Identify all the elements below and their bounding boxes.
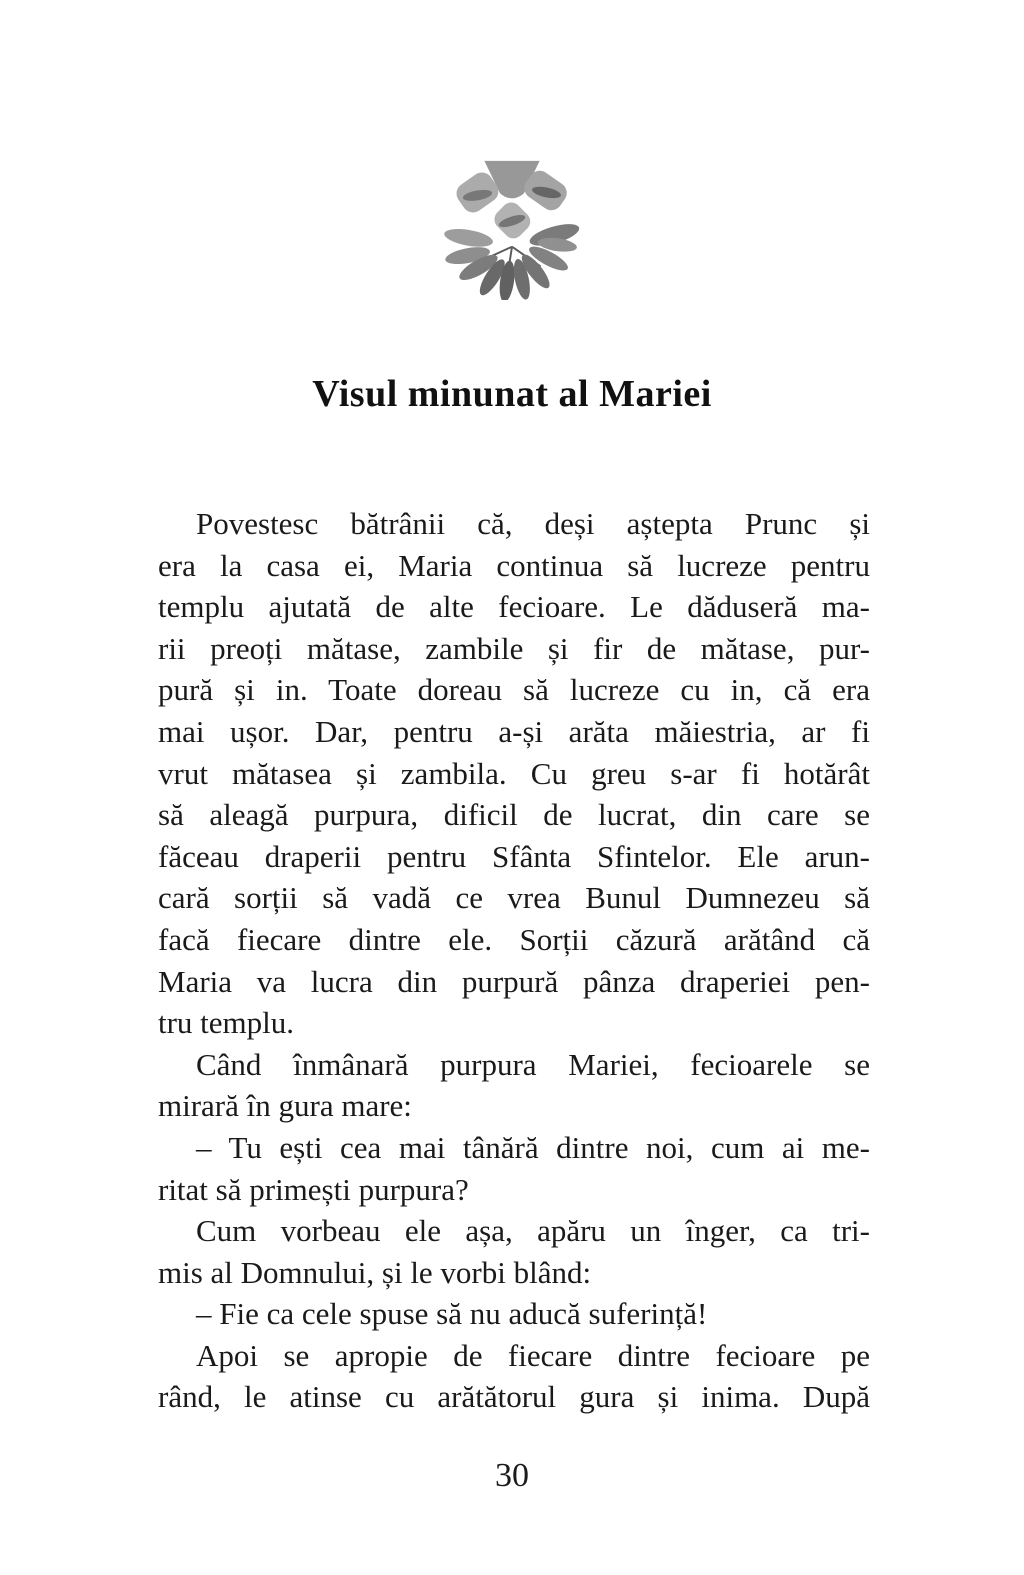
page-number: 30 [495,1457,529,1494]
text-line: mai ușor. Dar, pentru a-și arăta măiestria, ar fi [158,713,870,749]
text-line: ritat să primești purpura? [158,1171,469,1207]
text-line: Cum vorbeau ele așa, apăru un înger, ca tri- [196,1213,870,1249]
text-line: pură și in. Toate doreau să lucreze cu in, că era [158,672,870,708]
text-line: mirară în gura mare: [158,1088,412,1124]
floral-ornament [437,152,587,300]
text-line: să aleagă purpura, dificil de lucrat, din care se [158,797,870,833]
text-line: facă fiecare dintre ele. Sorții căzură arătând că [158,921,870,957]
text-line: tru templu. [158,1005,295,1041]
text-line: cară sorții să vadă ce vrea Bunul Dumnezeu să [158,880,870,916]
text-line: rând, le atinse cu arătătorul gura și inima. După [158,1379,870,1415]
text-line: – Tu ești cea mai tânără dintre noi, cum ai me- [196,1129,870,1165]
text-line: vrut mătasea și zambila. Cu greu s-ar fi hotărât [158,755,870,791]
text-line: – Fie ca cele spuse să nu aducă suferință! [196,1296,708,1332]
chapter-title: Visul minunat al Mariei [312,373,712,415]
body-text [158,503,870,1418]
text-line: templu ajutată de alte fecioare. Le dăduseră ma- [158,589,870,625]
text-line: era la casa ei, Maria continua să lucreze pentru [158,547,870,583]
leaf-ornament-icon [437,152,587,300]
text-line: făceau draperii pentru Sfânta Sfintelor. Ele arun- [158,838,870,874]
text-line: Povestesc bătrânii că, deși aștepta Prunc și [196,506,870,541]
text-line: Maria va lucra din purpură pânza draperiei pen- [158,963,870,999]
text-line: rii preoți mătase, zambile și fir de mătase, pur- [158,630,870,666]
text-line: Apoi se apropie de fiecare dintre fecioare pe [196,1337,870,1373]
text-line: mis al Domnului, și le vorbi blând: [158,1254,592,1290]
text-line: Când înmânară purpura Mariei, fecioarele se [196,1046,870,1082]
